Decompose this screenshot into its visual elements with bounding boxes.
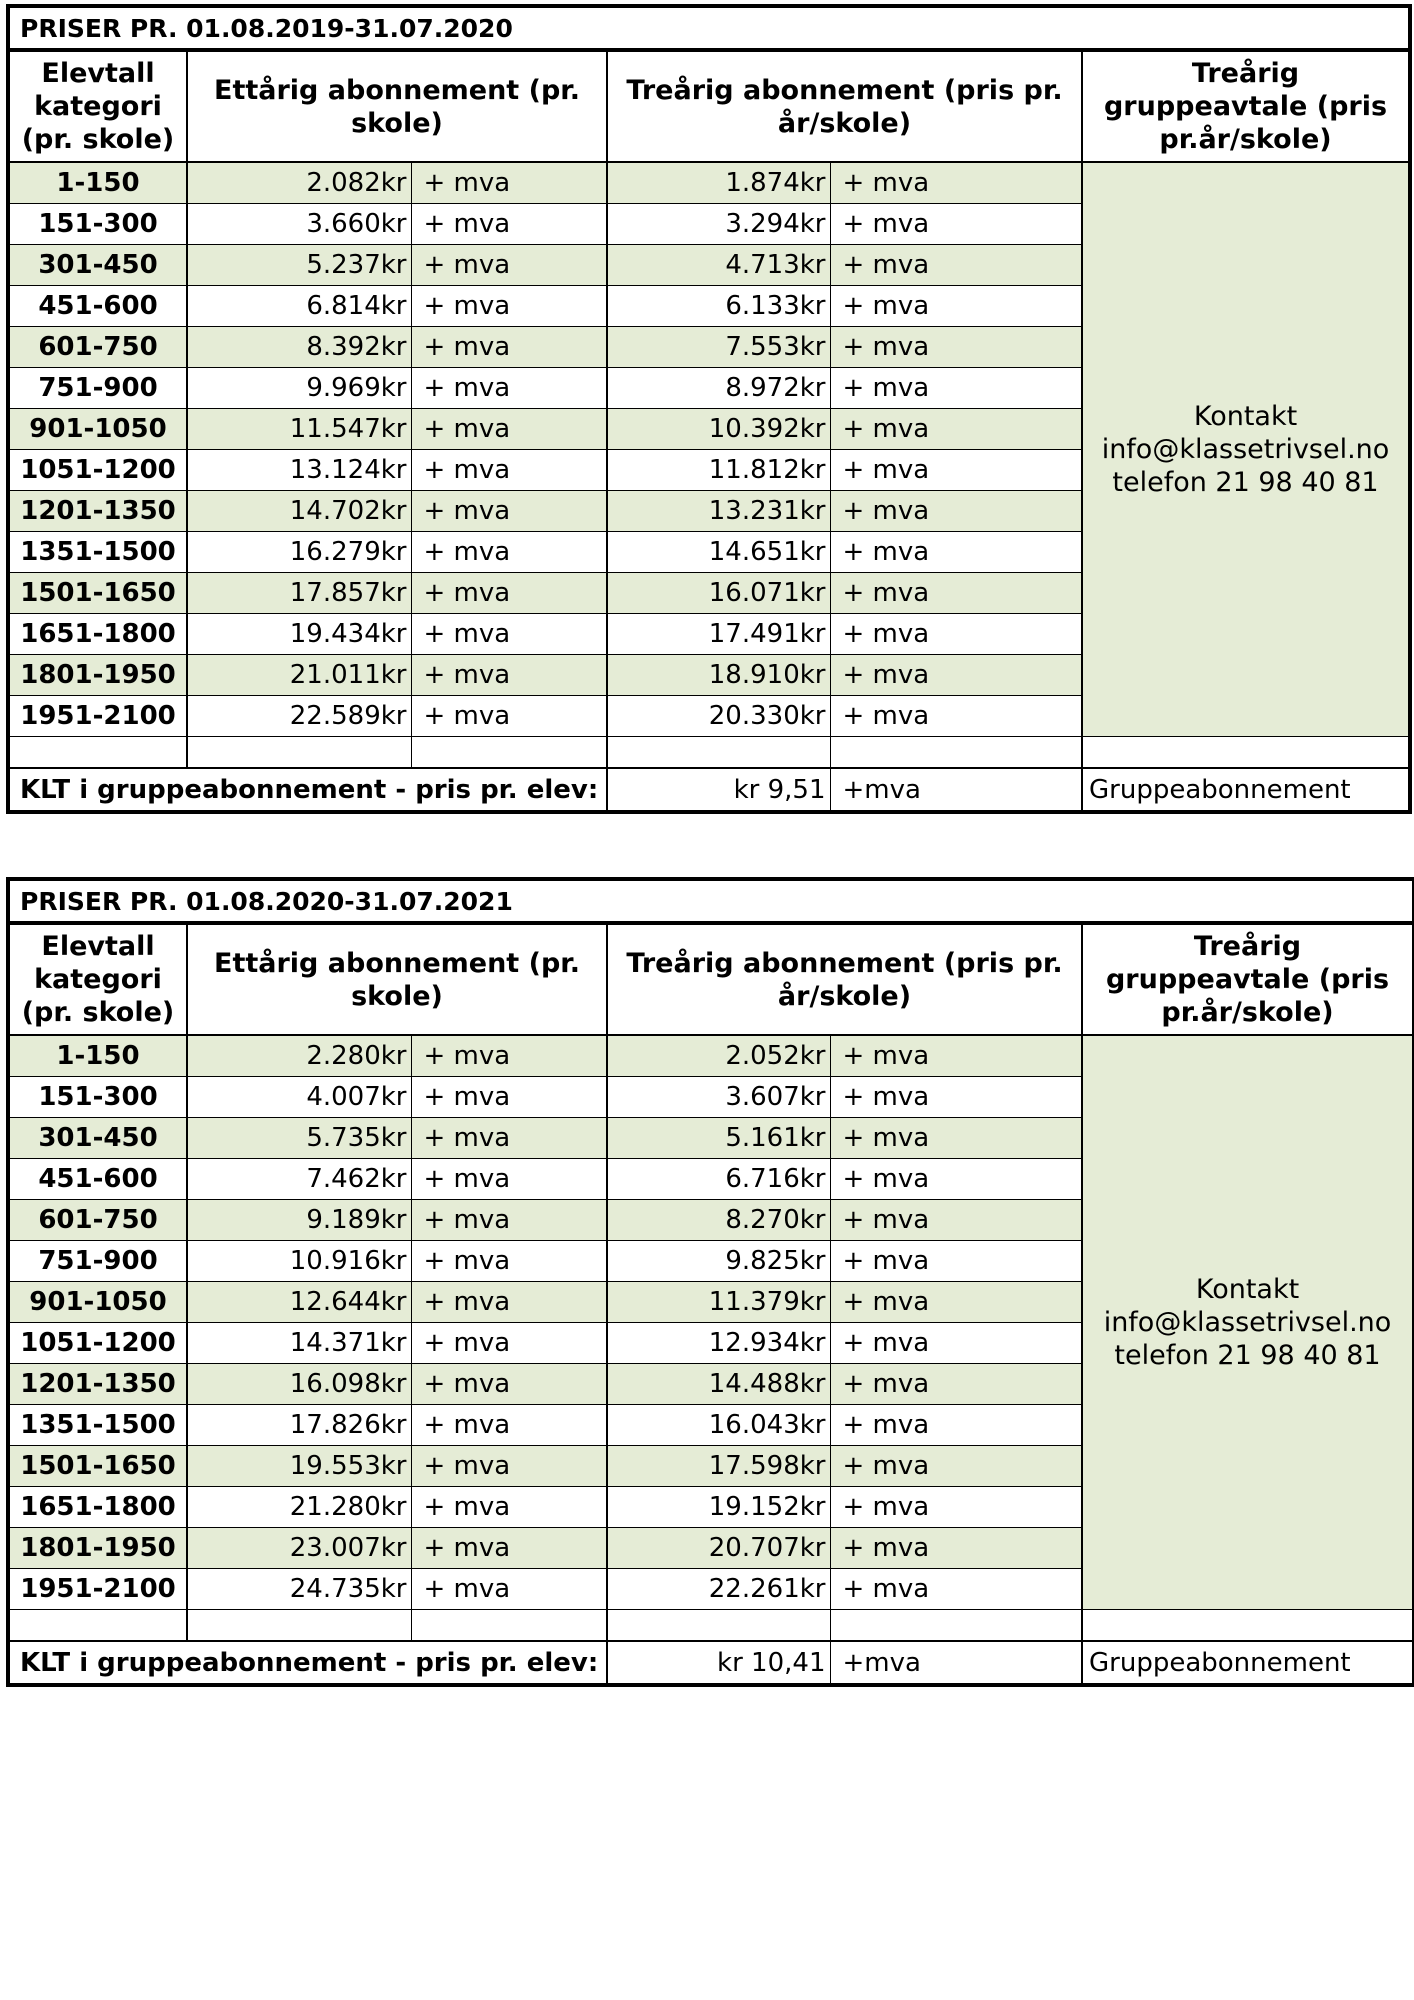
category-cell: 451-600 [8,1158,187,1199]
one-year-mva: + mva [411,1527,607,1568]
one-year-mva: + mva [411,1158,607,1199]
contact-email: info@klassetrivsel.no [1101,433,1390,465]
one-year-mva: + mva [411,1486,607,1527]
one-year-mva: + mva [411,162,607,203]
group-subscription-label: Gruppeabonnement [1082,1641,1414,1685]
three-year-mva: + mva [830,285,1082,326]
one-year-price: 23.007kr [187,1527,411,1568]
contact-phone: telefon 21 98 40 81 [1112,466,1379,498]
three-year-price: 14.488kr [607,1363,830,1404]
three-year-mva: + mva [830,244,1082,285]
table-title: PRISER PR. 01.08.2020-31.07.2021 [8,879,1414,923]
one-year-price: 21.011kr [187,654,411,695]
category-cell: 1351-1500 [8,531,187,572]
one-year-mva: + mva [411,490,607,531]
one-year-mva: + mva [411,1117,607,1158]
contact-phone: telefon 21 98 40 81 [1114,1339,1381,1371]
table-row [8,162,1410,203]
empty-cell [830,1609,1082,1641]
three-year-price: 20.330kr [607,695,830,736]
category-cell: 1351-1500 [8,1404,187,1445]
one-year-price: 11.547kr [187,408,411,449]
group-subscription-label: Gruppeabonnement [1082,768,1410,812]
one-year-price: 24.735kr [187,1568,411,1609]
one-year-price: 2.280kr [187,1035,411,1076]
one-year-mva: + mva [411,449,607,490]
one-year-price: 19.434kr [187,613,411,654]
one-year-mva: + mva [411,367,607,408]
one-year-mva: + mva [411,1404,607,1445]
three-year-mva: + mva [830,1240,1082,1281]
category-cell: 451-600 [8,285,187,326]
header-three-year: Treårig abonnement (pris pr. år/skole) [607,923,1082,1035]
three-year-price: 10.392kr [607,408,830,449]
three-year-mva: + mva [830,1445,1082,1486]
empty-cell [830,736,1082,768]
one-year-price: 5.735kr [187,1117,411,1158]
three-year-mva: + mva [830,531,1082,572]
one-year-mva: + mva [411,408,607,449]
three-year-mva: + mva [830,1404,1082,1445]
category-cell: 601-750 [8,326,187,367]
price-table-2019 [6,4,1412,814]
empty-cell [187,1609,411,1641]
one-year-price: 14.371kr [187,1322,411,1363]
empty-cell [187,736,411,768]
group-price-mva: +mva [830,768,1082,812]
category-cell: 901-1050 [8,1281,187,1322]
one-year-price: 8.392kr [187,326,411,367]
three-year-mva: + mva [830,695,1082,736]
three-year-price: 19.152kr [607,1486,830,1527]
category-cell: 1651-1800 [8,1486,187,1527]
contact-label: Kontakt [1195,1273,1300,1305]
three-year-price: 9.825kr [607,1240,830,1281]
table-body [8,6,1410,812]
header-category: Elevtall kategori (pr. skole) [8,923,187,1035]
category-cell: 301-450 [8,1117,187,1158]
one-year-mva: + mva [411,203,607,244]
header-group: Treårig gruppeavtale (pris pr.år/skole) [1082,50,1410,162]
one-year-price: 6.814kr [187,285,411,326]
three-year-price: 2.052kr [607,1035,830,1076]
three-year-mva: + mva [830,1486,1082,1527]
three-year-mva: + mva [830,1035,1082,1076]
three-year-price: 14.651kr [607,531,830,572]
three-year-mva: + mva [830,162,1082,203]
empty-cell [1082,1609,1414,1641]
group-price-mva: +mva [830,1641,1082,1685]
three-year-mva: + mva [830,572,1082,613]
one-year-price: 17.857kr [187,572,411,613]
one-year-mva: + mva [411,654,607,695]
header-one-year: Ettårig abonnement (pr. skole) [187,50,607,162]
category-cell: 901-1050 [8,408,187,449]
category-cell: 1-150 [8,162,187,203]
category-cell: 751-900 [8,1240,187,1281]
three-year-price: 16.043kr [607,1404,830,1445]
contact-cell [1082,1035,1414,1609]
empty-cell [411,736,607,768]
category-cell: 1201-1350 [8,490,187,531]
three-year-mva: + mva [830,490,1082,531]
category-cell: 151-300 [8,1076,187,1117]
three-year-mva: + mva [830,1076,1082,1117]
group-price-value: kr 10,41 [607,1641,830,1685]
three-year-price: 7.553kr [607,326,830,367]
category-cell: 1801-1950 [8,1527,187,1568]
table-title: PRISER PR. 01.08.2019-31.07.2020 [8,6,1410,50]
one-year-mva: + mva [411,695,607,736]
one-year-price: 7.462kr [187,1158,411,1199]
three-year-price: 8.270kr [607,1199,830,1240]
three-year-price: 20.707kr [607,1527,830,1568]
one-year-mva: + mva [411,244,607,285]
one-year-price: 14.702kr [187,490,411,531]
category-cell: 1201-1350 [8,1363,187,1404]
category-cell: 601-750 [8,1199,187,1240]
three-year-mva: + mva [830,203,1082,244]
one-year-mva: + mva [411,1199,607,1240]
one-year-mva: + mva [411,572,607,613]
three-year-price: 3.294kr [607,203,830,244]
table-body [8,879,1414,1685]
contact-label: Kontakt [1193,400,1298,432]
three-year-price: 17.598kr [607,1445,830,1486]
price-table-2020 [6,877,1414,1687]
header-group: Treårig gruppeavtale (pris pr.år/skole) [1082,923,1414,1035]
three-year-mva: + mva [830,1199,1082,1240]
three-year-mva: + mva [830,449,1082,490]
three-year-price: 17.491kr [607,613,830,654]
three-year-mva: + mva [830,1568,1082,1609]
three-year-price: 4.713kr [607,244,830,285]
one-year-price: 2.082kr [187,162,411,203]
three-year-price: 1.874kr [607,162,830,203]
empty-cell [1082,736,1410,768]
category-cell: 751-900 [8,367,187,408]
three-year-price: 16.071kr [607,572,830,613]
three-year-price: 6.133kr [607,285,830,326]
category-cell: 1501-1650 [8,1445,187,1486]
three-year-price: 13.231kr [607,490,830,531]
three-year-price: 11.812kr [607,449,830,490]
one-year-mva: + mva [411,531,607,572]
one-year-price: 21.280kr [187,1486,411,1527]
three-year-mva: + mva [830,1322,1082,1363]
category-cell: 151-300 [8,203,187,244]
empty-cell [607,1609,830,1641]
empty-cell [411,1609,607,1641]
one-year-price: 9.969kr [187,367,411,408]
one-year-mva: + mva [411,1568,607,1609]
three-year-mva: + mva [830,1527,1082,1568]
three-year-price: 6.716kr [607,1158,830,1199]
category-cell: 301-450 [8,244,187,285]
one-year-mva: + mva [411,285,607,326]
one-year-mva: + mva [411,1363,607,1404]
one-year-price: 16.279kr [187,531,411,572]
one-year-mva: + mva [411,1240,607,1281]
three-year-mva: + mva [830,1117,1082,1158]
one-year-price: 12.644kr [187,1281,411,1322]
three-year-price: 11.379kr [607,1281,830,1322]
empty-cell [8,736,187,768]
contact-cell [1082,162,1410,736]
header-category: Elevtall kategori (pr. skole) [8,50,187,162]
three-year-mva: + mva [830,408,1082,449]
one-year-price: 13.124kr [187,449,411,490]
header-one-year: Ettårig abonnement (pr. skole) [187,923,607,1035]
one-year-mva: + mva [411,326,607,367]
empty-cell [8,1609,187,1641]
one-year-price: 19.553kr [187,1445,411,1486]
three-year-mva: + mva [830,1281,1082,1322]
category-cell: 1801-1950 [8,654,187,695]
category-cell: 1051-1200 [8,1322,187,1363]
one-year-price: 17.826kr [187,1404,411,1445]
category-cell: 1651-1800 [8,613,187,654]
header-three-year: Treårig abonnement (pris pr. år/skole) [607,50,1082,162]
three-year-price: 22.261kr [607,1568,830,1609]
one-year-price: 5.237kr [187,244,411,285]
empty-cell [607,736,830,768]
contact-email: info@klassetrivsel.no [1103,1306,1392,1338]
one-year-mva: + mva [411,1445,607,1486]
category-cell: 1051-1200 [8,449,187,490]
one-year-price: 4.007kr [187,1076,411,1117]
one-year-mva: + mva [411,1035,607,1076]
group-price-label: KLT i gruppeabonnement - pris pr. elev: [8,1641,607,1685]
one-year-price: 10.916kr [187,1240,411,1281]
three-year-mva: + mva [830,1158,1082,1199]
one-year-mva: + mva [411,1281,607,1322]
group-price-label: KLT i gruppeabonnement - pris pr. elev: [8,768,607,812]
category-cell: 1-150 [8,1035,187,1076]
one-year-price: 16.098kr [187,1363,411,1404]
three-year-price: 12.934kr [607,1322,830,1363]
one-year-mva: + mva [411,1322,607,1363]
three-year-mva: + mva [830,613,1082,654]
table-row [8,1035,1414,1076]
one-year-mva: + mva [411,1076,607,1117]
category-cell: 1501-1650 [8,572,187,613]
one-year-price: 9.189kr [187,1199,411,1240]
three-year-mva: + mva [830,1363,1082,1404]
three-year-price: 18.910kr [607,654,830,695]
three-year-price: 5.161kr [607,1117,830,1158]
three-year-mva: + mva [830,326,1082,367]
three-year-price: 3.607kr [607,1076,830,1117]
three-year-mva: + mva [830,367,1082,408]
category-cell: 1951-2100 [8,695,187,736]
one-year-price: 22.589kr [187,695,411,736]
three-year-mva: + mva [830,654,1082,695]
group-price-value: kr 9,51 [607,768,830,812]
category-cell: 1951-2100 [8,1568,187,1609]
one-year-mva: + mva [411,613,607,654]
one-year-price: 3.660kr [187,203,411,244]
three-year-price: 8.972kr [607,367,830,408]
